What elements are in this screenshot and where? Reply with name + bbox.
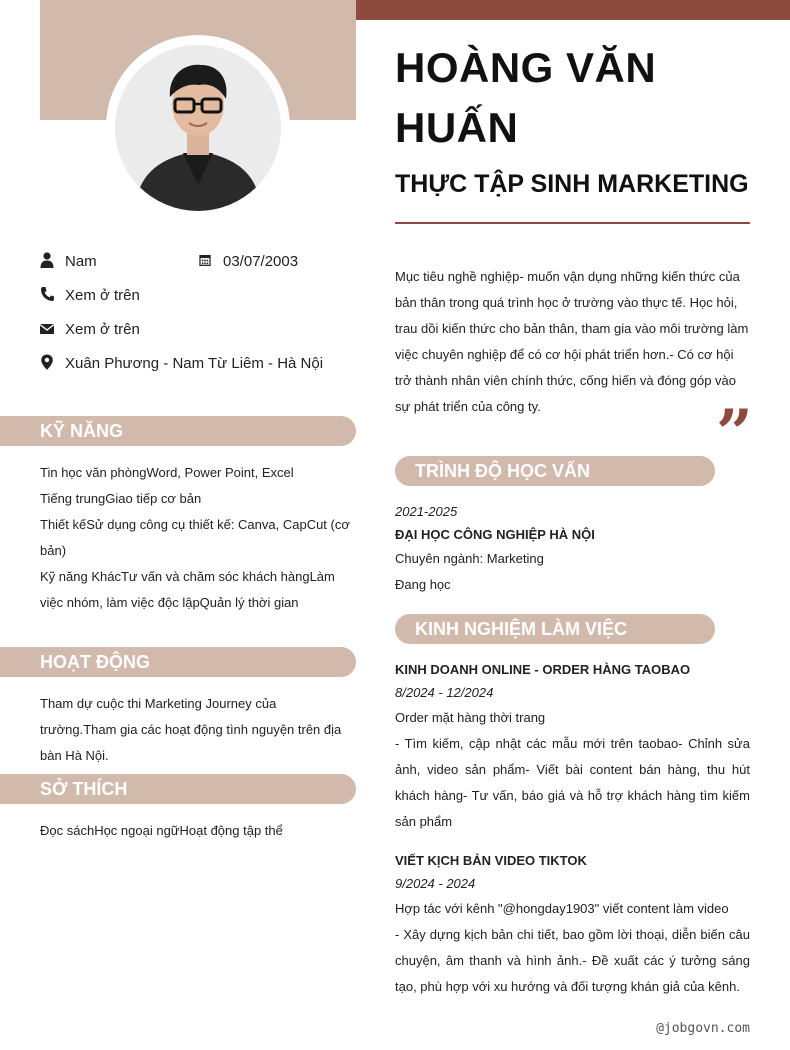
hobbies-heading: SỞ THÍCH (0, 774, 356, 804)
job-period: 9/2024 - 2024 (395, 876, 476, 891)
job-title: THỰC TẬP SINH MARKETING (395, 170, 749, 198)
person-icon (40, 252, 54, 268)
dob-text: 03/07/2003 (223, 253, 299, 270)
school-name: ĐẠI HỌC CÔNG NGHIỆP HÀ NỘI (395, 527, 595, 542)
skill-item: Thiết kếSử dụng công cụ thiết kế: Canva, CapCut (cơ bản) (40, 517, 350, 558)
quote-mark-icon: ” (716, 396, 753, 471)
skill-item: Tin học văn phòngWord, Power Point, Excel (40, 465, 294, 480)
location-pin-icon (40, 354, 54, 370)
contact-gender-row (40, 250, 356, 284)
skills-list (40, 460, 356, 616)
education-status: Đang học (395, 577, 451, 592)
job-role: Hợp tác với kênh "@hongday1903" viết content làm video (395, 901, 729, 916)
education-period: 2021-2025 (395, 504, 458, 519)
contact-info (40, 250, 356, 386)
contact-email-row (40, 318, 356, 352)
gender-text: Nam (65, 253, 97, 270)
job-role: Order mặt hàng thời trang (395, 710, 546, 725)
footer-watermark: @jobgovn.com (656, 1021, 750, 1036)
job-company: VIẾT KỊCH BẢN VIDEO TIKTOK (395, 853, 587, 868)
skill-item: Kỹ năng KhácTư vấn và chăm sóc khách hàngLàm việc nhóm, làm việc độc lậpQuản lý thời gian (40, 569, 335, 610)
email-text: Xem ở trên (65, 321, 140, 338)
calendar-icon (198, 254, 212, 267)
experience-job-1 (395, 659, 750, 835)
contact-address-row (40, 352, 356, 386)
skills-heading: KỸ NĂNG (0, 416, 356, 446)
experience-job-2 (395, 850, 750, 1000)
skill-item: Tiếng trungGiao tiếp cơ bản (40, 491, 202, 506)
email-icon (40, 320, 54, 336)
hobbies-text: Đọc sáchHọc ngoại ngữHoạt động tập thể (40, 823, 283, 838)
profile-photo (115, 45, 281, 211)
activities-text: Tham dự cuộc thi Marketing Journey của trường.Tham gia các hoạt động tình nguyện trên địa bàn Hà Nội. (40, 696, 342, 763)
top-accent-bar (356, 0, 790, 20)
phone-text: Xem ở trên (65, 287, 140, 304)
education-block (395, 500, 750, 598)
job-company: KINH DOANH ONLINE - ORDER HÀNG TAOBAO (395, 662, 691, 677)
candidate-name: HOÀNG VĂN HUẤN (395, 44, 657, 151)
title-divider (395, 222, 750, 224)
person-photo-icon (115, 45, 281, 211)
education-major: Chuyên ngành: Marketing (395, 551, 544, 566)
job-description: - Xây dựng kịch bản chi tiết, bao gồm lời thoại, diễn biến câu chuyện, âm thanh và hình ảnh.- Đề xuất các ý tưởng sáng tạo, phù hợp với xu hướng và đối tượng khán giả của kênh. (395, 927, 750, 994)
job-description: - Tìm kiếm, cập nhật các mẫu mới trên taobao- Chỉnh sửa ảnh, video sản phẩm- Viết bài content bán hàng, thu hút khách hàng- Tư vấn, báo giá và hỗ trợ khách hàng tìm kiếm sản phẩm (395, 736, 750, 829)
experience-heading: KINH NGHIỆM LÀM VIỆC (395, 614, 715, 644)
career-objective: Mục tiêu nghề nghiệp- muốn vận dụng những kiến thức của bản thân trong quá trình học ở trường vào thực tế. Học hỏi, trau dồi kiến thức cho bản thân, tham gia vào môi trường làm việc chuyên nghiệp để có cơ hội phát triển hơn.- Có cơ hội trở thành nhân viên chính thức, cống hiến và đóng góp vào sự phát triển của công ty. (395, 269, 749, 414)
activities-heading: HOẠT ĐỘNG (0, 647, 356, 677)
education-heading: TRÌNH ĐỘ HỌC VẤN (395, 456, 715, 486)
phone-icon (40, 286, 54, 302)
job-period: 8/2024 - 12/2024 (395, 685, 494, 700)
contact-phone-row (40, 284, 356, 318)
address-text: Xuân Phương - Nam Từ Liêm - Hà Nội (65, 355, 324, 372)
